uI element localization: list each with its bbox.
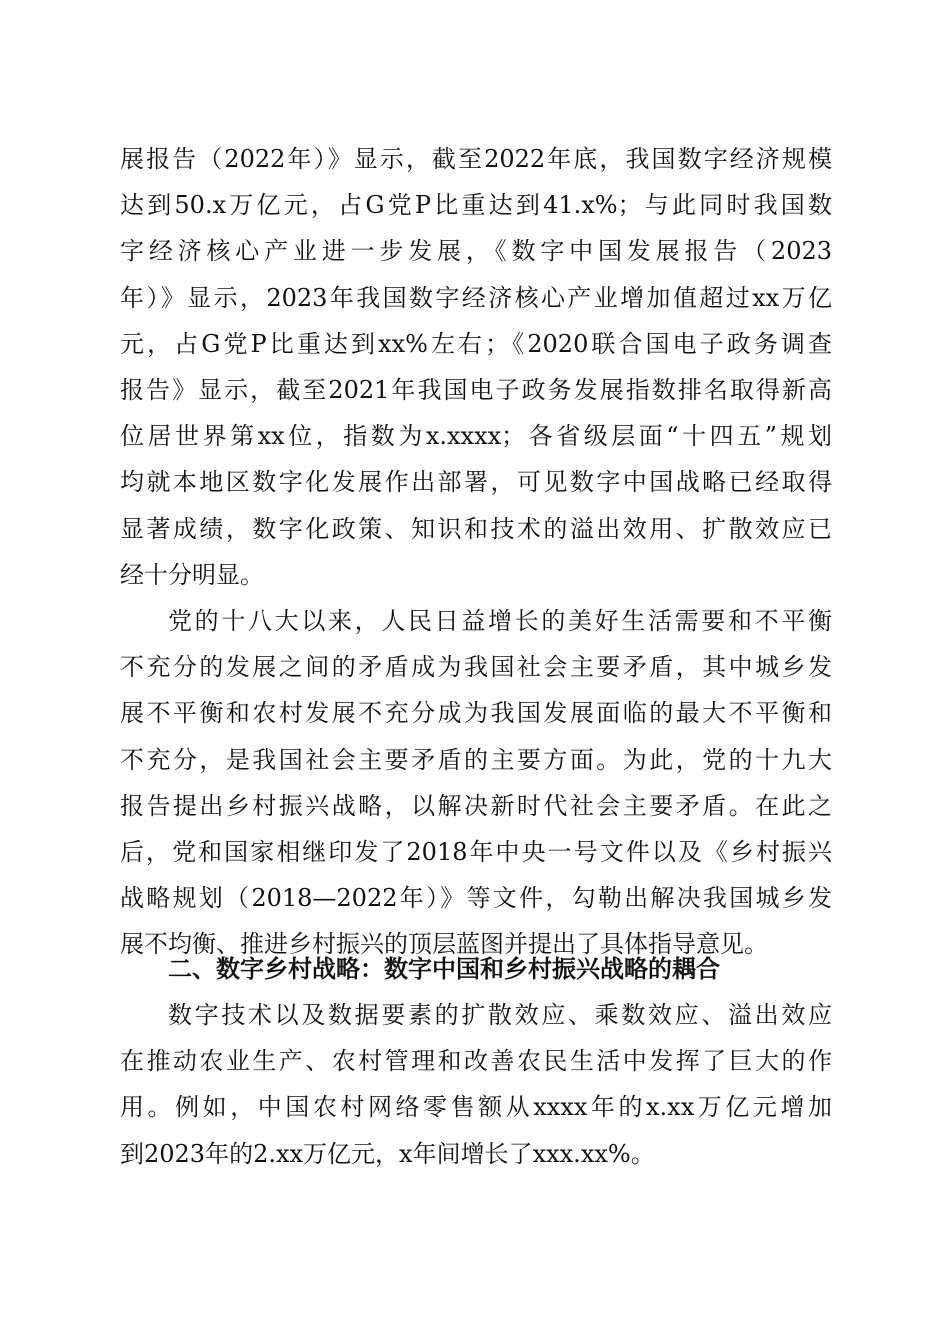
paragraph-1-line: 年）》显示，2023年我国数字经济核心产业增加值超过xx万亿 [120, 283, 832, 312]
paragraph-1-line: 展报告（2022年）》显示，截至2022年底，我国数字经济规模 [120, 145, 832, 173]
paragraph-2-line: 报告提出乡村振兴战略，以解决新时代社会主要矛盾。在此之 [120, 791, 832, 820]
paragraph-2-line: 展不平衡和农村发展不充分成为我国发展面临的最大不平衡和 [120, 699, 832, 728]
paragraph-3-line: 到2023年的2.xx万亿元，x年间增长了xxx.xx%。 [120, 1139, 655, 1168]
paragraph-2-line: 党的十八大以来，人民日益增长的美好生活需要和不平衡 [168, 607, 832, 635]
paragraph-3-line: 用。例如，中国农村网络零售额从xxxx年的x.xx万亿元增加 [120, 1093, 832, 1122]
paragraph-2-line: 不充分，是我国社会主要矛盾的主要方面。为此，党的十九大 [120, 745, 832, 774]
paragraph-3-line: 在推动农业生产、农村管理和改善农民生活中发挥了巨大的作 [120, 1047, 832, 1076]
paragraph-1-line: 均就本地区数字化发展作出部署，可见数字中国战略已经取得 [120, 468, 832, 497]
paragraph-1-line: 显著成绩，数字化政策、知识和技术的溢出效用、扩散效应已 [120, 514, 832, 543]
paragraph-1-line: 报告》显示，截至2021年我国电子政务发展指数排名取得新高 [120, 375, 832, 404]
paragraph-1-line: 字经济核心产业进一步发展，《数字中国发展报告（2023 [120, 237, 832, 266]
paragraph-2-line: 后，党和国家相继印发了2018年中央一号文件以及《乡村振兴 [120, 837, 832, 866]
section-heading: 二、数字乡村战略：数字中国和乡村振兴战略的耦合 [168, 955, 720, 983]
paragraph-1-line: 元，占G党P比重达到xx%左右；《2020联合国电子政务调查 [120, 329, 832, 358]
paragraph-3 [120, 992, 832, 1177]
paragraph-2-line: 战略规划（2018—2022年）》等文件，勾勒出解决我国城乡发 [120, 884, 832, 913]
paragraph-1-line: 达到50.x万亿元，占G党P比重达到41.x%；与此同时我国数 [120, 191, 832, 220]
paragraph-1-line: 位居世界第xx位，指数为x.xxxx；各省级层面“十四五”规划 [120, 422, 832, 451]
paragraph-2 [120, 598, 832, 968]
paragraph-1-line: 经十分明显。 [120, 560, 264, 589]
paragraph-2-line: 展不均衡、推进乡村振兴的顶层蓝图并提出了具体指导意见。 [120, 930, 768, 959]
paragraph-3-line: 数字技术以及数据要素的扩散效应、乘数效应、溢出效应 [168, 1001, 832, 1029]
paragraph-1 [120, 136, 832, 598]
paragraph-2-line: 不充分的发展之间的矛盾成为我国社会主要矛盾，其中城乡发 [120, 653, 832, 682]
